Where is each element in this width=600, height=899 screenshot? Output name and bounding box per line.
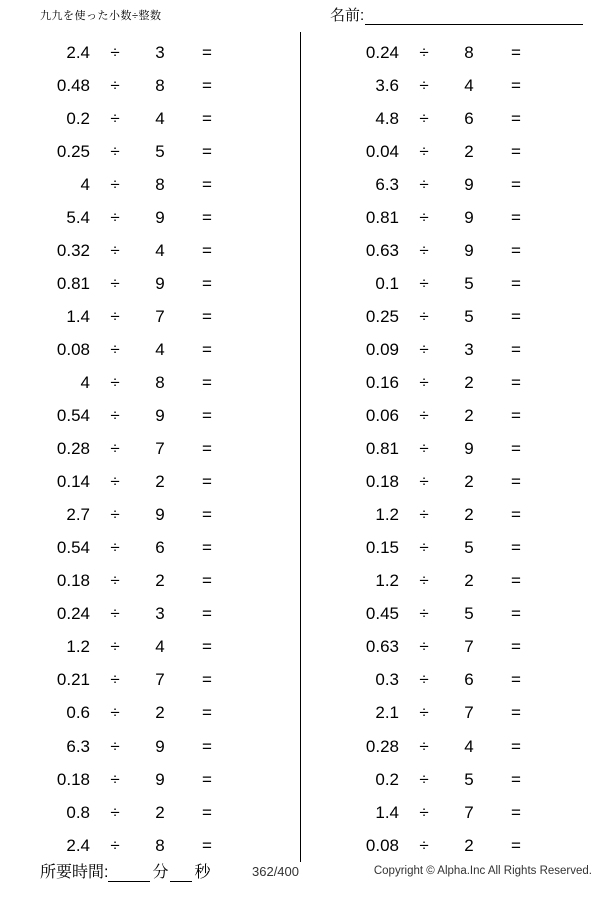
problem-row (0, 466, 300, 499)
equals-sign: = (511, 439, 521, 459)
equals-sign: = (511, 736, 521, 756)
dividend: 4 (80, 372, 90, 392)
divide-icon: ÷ (419, 571, 429, 591)
divisor: 2 (464, 406, 474, 426)
equals-sign: = (202, 306, 212, 326)
divisor: 9 (464, 439, 474, 459)
equals-sign: = (202, 472, 212, 492)
divide-icon: ÷ (110, 141, 120, 161)
divisor: 5 (464, 538, 474, 558)
equals-sign: = (511, 538, 521, 558)
divisor: 9 (155, 769, 165, 789)
equals-sign: = (511, 769, 521, 789)
divide-icon: ÷ (110, 406, 120, 426)
divisor: 3 (464, 339, 474, 359)
problem-row (301, 565, 600, 598)
divisor: 4 (155, 108, 165, 128)
divide-icon: ÷ (419, 240, 429, 260)
problem-row (0, 433, 300, 466)
dividend: 0.3 (375, 670, 399, 690)
divide-icon: ÷ (419, 538, 429, 558)
divisor: 5 (464, 769, 474, 789)
divide-icon: ÷ (110, 273, 120, 293)
equals-sign: = (511, 75, 521, 95)
equals-sign: = (511, 604, 521, 624)
dividend: 1.2 (375, 571, 399, 591)
problem-row (0, 300, 300, 333)
divisor: 5 (464, 604, 474, 624)
equals-sign: = (202, 75, 212, 95)
dividend: 0.18 (365, 472, 399, 492)
divisor: 8 (155, 835, 165, 855)
dividend: 0.06 (365, 406, 399, 426)
dividend: 0.1 (375, 273, 399, 293)
equals-sign: = (202, 273, 212, 293)
divisor: 7 (155, 439, 165, 459)
dividend: 0.81 (365, 439, 399, 459)
problem-row (301, 829, 600, 862)
problem-row (0, 631, 300, 664)
divide-icon: ÷ (419, 306, 429, 326)
divide-icon: ÷ (419, 339, 429, 359)
divide-icon: ÷ (110, 472, 120, 492)
problem-row (0, 763, 300, 796)
problem-row (0, 664, 300, 697)
divide-icon: ÷ (110, 835, 120, 855)
problem-row (0, 366, 300, 399)
divide-icon: ÷ (110, 637, 120, 657)
divisor: 9 (155, 273, 165, 293)
divisor: 9 (155, 207, 165, 227)
divisor: 3 (155, 604, 165, 624)
equals-sign: = (511, 637, 521, 657)
divisor: 2 (464, 141, 474, 161)
name-field-area (330, 4, 583, 25)
problem-row (0, 168, 300, 201)
divide-icon: ÷ (110, 670, 120, 690)
divisor: 2 (464, 372, 474, 392)
dividend: 0.24 (56, 604, 90, 624)
seconds-input-line[interactable] (170, 863, 192, 882)
equals-sign: = (511, 108, 521, 128)
equals-sign: = (202, 240, 212, 260)
divisor: 4 (464, 736, 474, 756)
divisor: 9 (155, 406, 165, 426)
equals-sign: = (511, 406, 521, 426)
dividend: 0.32 (56, 240, 90, 260)
equals-sign: = (511, 372, 521, 392)
divide-icon: ÷ (110, 571, 120, 591)
divisor: 5 (464, 306, 474, 326)
divide-icon: ÷ (110, 802, 120, 822)
divisor: 4 (155, 637, 165, 657)
problem-row (0, 69, 300, 102)
dividend: 0.08 (56, 339, 90, 359)
problem-row (301, 466, 600, 499)
divisor: 7 (464, 802, 474, 822)
dividend: 4 (80, 174, 90, 194)
problem-row (301, 36, 600, 69)
divisor: 4 (155, 339, 165, 359)
divisor: 7 (155, 670, 165, 690)
problem-row (301, 300, 600, 333)
dividend: 0.15 (365, 538, 399, 558)
equals-sign: = (202, 406, 212, 426)
dividend: 0.24 (365, 42, 399, 62)
problem-row (0, 730, 300, 763)
dividend: 6.3 (66, 736, 90, 756)
equals-sign: = (511, 306, 521, 326)
minutes-input-line[interactable] (108, 863, 150, 882)
problem-row (301, 267, 600, 300)
divide-icon: ÷ (110, 372, 120, 392)
divide-icon: ÷ (419, 604, 429, 624)
divisor: 5 (464, 273, 474, 293)
problem-row (0, 532, 300, 565)
divisor: 8 (464, 42, 474, 62)
dividend: 0.2 (375, 769, 399, 789)
dividend: 2.7 (66, 505, 90, 525)
problem-row (301, 69, 600, 102)
divisor: 2 (155, 571, 165, 591)
dividend: 0.45 (365, 604, 399, 624)
equals-sign: = (202, 174, 212, 194)
problem-row (301, 697, 600, 730)
divide-icon: ÷ (110, 207, 120, 227)
divide-icon: ÷ (110, 439, 120, 459)
equals-sign: = (202, 108, 212, 128)
problem-columns (0, 32, 600, 862)
divisor: 7 (155, 306, 165, 326)
problem-row (301, 433, 600, 466)
problem-row (0, 36, 300, 69)
dividend: 1.4 (66, 306, 90, 326)
equals-sign: = (511, 505, 521, 525)
equals-sign: = (202, 538, 212, 558)
name-label: 名前: (330, 7, 365, 24)
problem-row (301, 532, 600, 565)
divide-icon: ÷ (419, 273, 429, 293)
problem-row (0, 697, 300, 730)
divisor: 9 (155, 505, 165, 525)
problem-row (0, 102, 300, 135)
divide-icon: ÷ (419, 141, 429, 161)
problem-row (301, 201, 600, 234)
divide-icon: ÷ (110, 240, 120, 260)
divisor: 2 (464, 472, 474, 492)
equals-sign: = (202, 42, 212, 62)
dividend: 0.8 (66, 802, 90, 822)
dividend: 0.54 (56, 538, 90, 558)
dividend: 2.4 (66, 42, 90, 62)
divide-icon: ÷ (419, 372, 429, 392)
dividend: 0.14 (56, 472, 90, 492)
equals-sign: = (202, 372, 212, 392)
divide-icon: ÷ (110, 538, 120, 558)
equals-sign: = (202, 736, 212, 756)
equals-sign: = (202, 339, 212, 359)
problem-column-right (300, 32, 600, 862)
divide-icon: ÷ (110, 703, 120, 723)
problem-row (301, 135, 600, 168)
divide-icon: ÷ (419, 505, 429, 525)
equals-sign: = (202, 439, 212, 459)
name-input-line[interactable] (365, 7, 583, 25)
divisor: 9 (464, 174, 474, 194)
time-label: 所要時間: (40, 864, 109, 881)
dividend: 0.16 (365, 372, 399, 392)
problem-row (301, 234, 600, 267)
problem-row (0, 135, 300, 168)
divide-icon: ÷ (110, 505, 120, 525)
divide-icon: ÷ (419, 207, 429, 227)
problem-row (301, 168, 600, 201)
divide-icon: ÷ (419, 439, 429, 459)
problem-row (301, 598, 600, 631)
equals-sign: = (202, 505, 212, 525)
problem-row (0, 267, 300, 300)
equals-sign: = (511, 207, 521, 227)
divisor: 8 (155, 174, 165, 194)
problem-column-left (0, 32, 300, 862)
divide-icon: ÷ (110, 736, 120, 756)
dividend: 0.81 (365, 207, 399, 227)
divide-icon: ÷ (419, 174, 429, 194)
divide-icon: ÷ (419, 637, 429, 657)
divide-icon: ÷ (419, 703, 429, 723)
divide-icon: ÷ (419, 670, 429, 690)
equals-sign: = (202, 802, 212, 822)
divisor: 8 (155, 75, 165, 95)
problem-row (0, 499, 300, 532)
divisor: 2 (155, 472, 165, 492)
copyright-notice: Copyright © Alpha.Inc All Rights Reserved. (373, 865, 592, 877)
dividend: 3.6 (375, 75, 399, 95)
dividend: 1.2 (375, 505, 399, 525)
dividend: 0.09 (365, 339, 399, 359)
dividend: 0.28 (365, 736, 399, 756)
divisor: 2 (155, 802, 165, 822)
problem-row (0, 796, 300, 829)
problem-row (301, 366, 600, 399)
divide-icon: ÷ (419, 769, 429, 789)
divide-icon: ÷ (419, 108, 429, 128)
page-title: 九九を使った小数÷整数 (40, 10, 162, 22)
problem-row (0, 201, 300, 234)
dividend: 0.2 (66, 108, 90, 128)
dividend: 0.28 (56, 439, 90, 459)
problem-row (301, 763, 600, 796)
equals-sign: = (511, 472, 521, 492)
page-number: 362/400 (252, 864, 299, 879)
problem-row (0, 598, 300, 631)
dividend: 0.48 (56, 75, 90, 95)
divisor: 4 (155, 240, 165, 260)
seconds-unit-label: 秒 (194, 864, 211, 881)
problem-row (301, 102, 600, 135)
equals-sign: = (511, 802, 521, 822)
dividend: 0.08 (365, 835, 399, 855)
divide-icon: ÷ (110, 306, 120, 326)
divisor: 2 (464, 571, 474, 591)
divisor: 5 (155, 141, 165, 161)
worksheet-footer (0, 859, 600, 889)
equals-sign: = (202, 141, 212, 161)
divisor: 7 (464, 703, 474, 723)
dividend: 1.4 (375, 802, 399, 822)
dividend: 6.3 (375, 174, 399, 194)
equals-sign: = (511, 339, 521, 359)
divisor: 9 (464, 207, 474, 227)
divide-icon: ÷ (110, 108, 120, 128)
problem-row (301, 730, 600, 763)
divide-icon: ÷ (419, 472, 429, 492)
divide-icon: ÷ (419, 42, 429, 62)
divide-icon: ÷ (110, 42, 120, 62)
worksheet-header (0, 0, 600, 30)
equals-sign: = (202, 769, 212, 789)
problem-row (0, 829, 300, 862)
divide-icon: ÷ (419, 736, 429, 756)
divisor: 4 (464, 75, 474, 95)
equals-sign: = (511, 703, 521, 723)
problem-row (301, 631, 600, 664)
dividend: 0.04 (365, 141, 399, 161)
divisor: 6 (464, 108, 474, 128)
divisor: 9 (464, 240, 474, 260)
dividend: 0.6 (66, 703, 90, 723)
divide-icon: ÷ (110, 604, 120, 624)
divisor: 2 (155, 703, 165, 723)
divide-icon: ÷ (419, 835, 429, 855)
divide-icon: ÷ (419, 802, 429, 822)
dividend: 0.18 (56, 571, 90, 591)
divisor: 6 (155, 538, 165, 558)
dividend: 2.1 (375, 703, 399, 723)
equals-sign: = (511, 835, 521, 855)
dividend: 0.63 (365, 240, 399, 260)
problem-row (301, 400, 600, 433)
divide-icon: ÷ (110, 769, 120, 789)
equals-sign: = (511, 571, 521, 591)
dividend: 0.25 (56, 141, 90, 161)
equals-sign: = (202, 637, 212, 657)
dividend: 4.8 (375, 108, 399, 128)
dividend: 0.54 (56, 406, 90, 426)
problem-row (0, 565, 300, 598)
equals-sign: = (202, 670, 212, 690)
equals-sign: = (511, 670, 521, 690)
dividend: 5.4 (66, 207, 90, 227)
equals-sign: = (511, 141, 521, 161)
equals-sign: = (511, 174, 521, 194)
equals-sign: = (202, 703, 212, 723)
dividend: 0.21 (56, 670, 90, 690)
equals-sign: = (202, 604, 212, 624)
equals-sign: = (511, 273, 521, 293)
equals-sign: = (202, 571, 212, 591)
divide-icon: ÷ (419, 75, 429, 95)
problem-row (0, 400, 300, 433)
dividend: 2.4 (66, 835, 90, 855)
problem-row (301, 796, 600, 829)
dividend: 1.2 (66, 637, 90, 657)
dividend: 0.63 (365, 637, 399, 657)
divisor: 2 (464, 835, 474, 855)
dividend: 0.18 (56, 769, 90, 789)
dividend: 0.25 (365, 306, 399, 326)
minutes-unit-label: 分 (152, 864, 169, 881)
problem-row (0, 234, 300, 267)
divisor: 7 (464, 637, 474, 657)
divisor: 6 (464, 670, 474, 690)
divide-icon: ÷ (110, 339, 120, 359)
divide-icon: ÷ (110, 174, 120, 194)
problem-row (301, 664, 600, 697)
equals-sign: = (202, 835, 212, 855)
dividend: 0.81 (56, 273, 90, 293)
problem-row (301, 499, 600, 532)
divide-icon: ÷ (110, 75, 120, 95)
equals-sign: = (511, 42, 521, 62)
divisor: 3 (155, 42, 165, 62)
divisor: 9 (155, 736, 165, 756)
equals-sign: = (511, 240, 521, 260)
problem-row (301, 333, 600, 366)
problem-row (0, 333, 300, 366)
divisor: 2 (464, 505, 474, 525)
divide-icon: ÷ (419, 406, 429, 426)
time-field-area (40, 859, 212, 882)
equals-sign: = (202, 207, 212, 227)
divisor: 8 (155, 372, 165, 392)
